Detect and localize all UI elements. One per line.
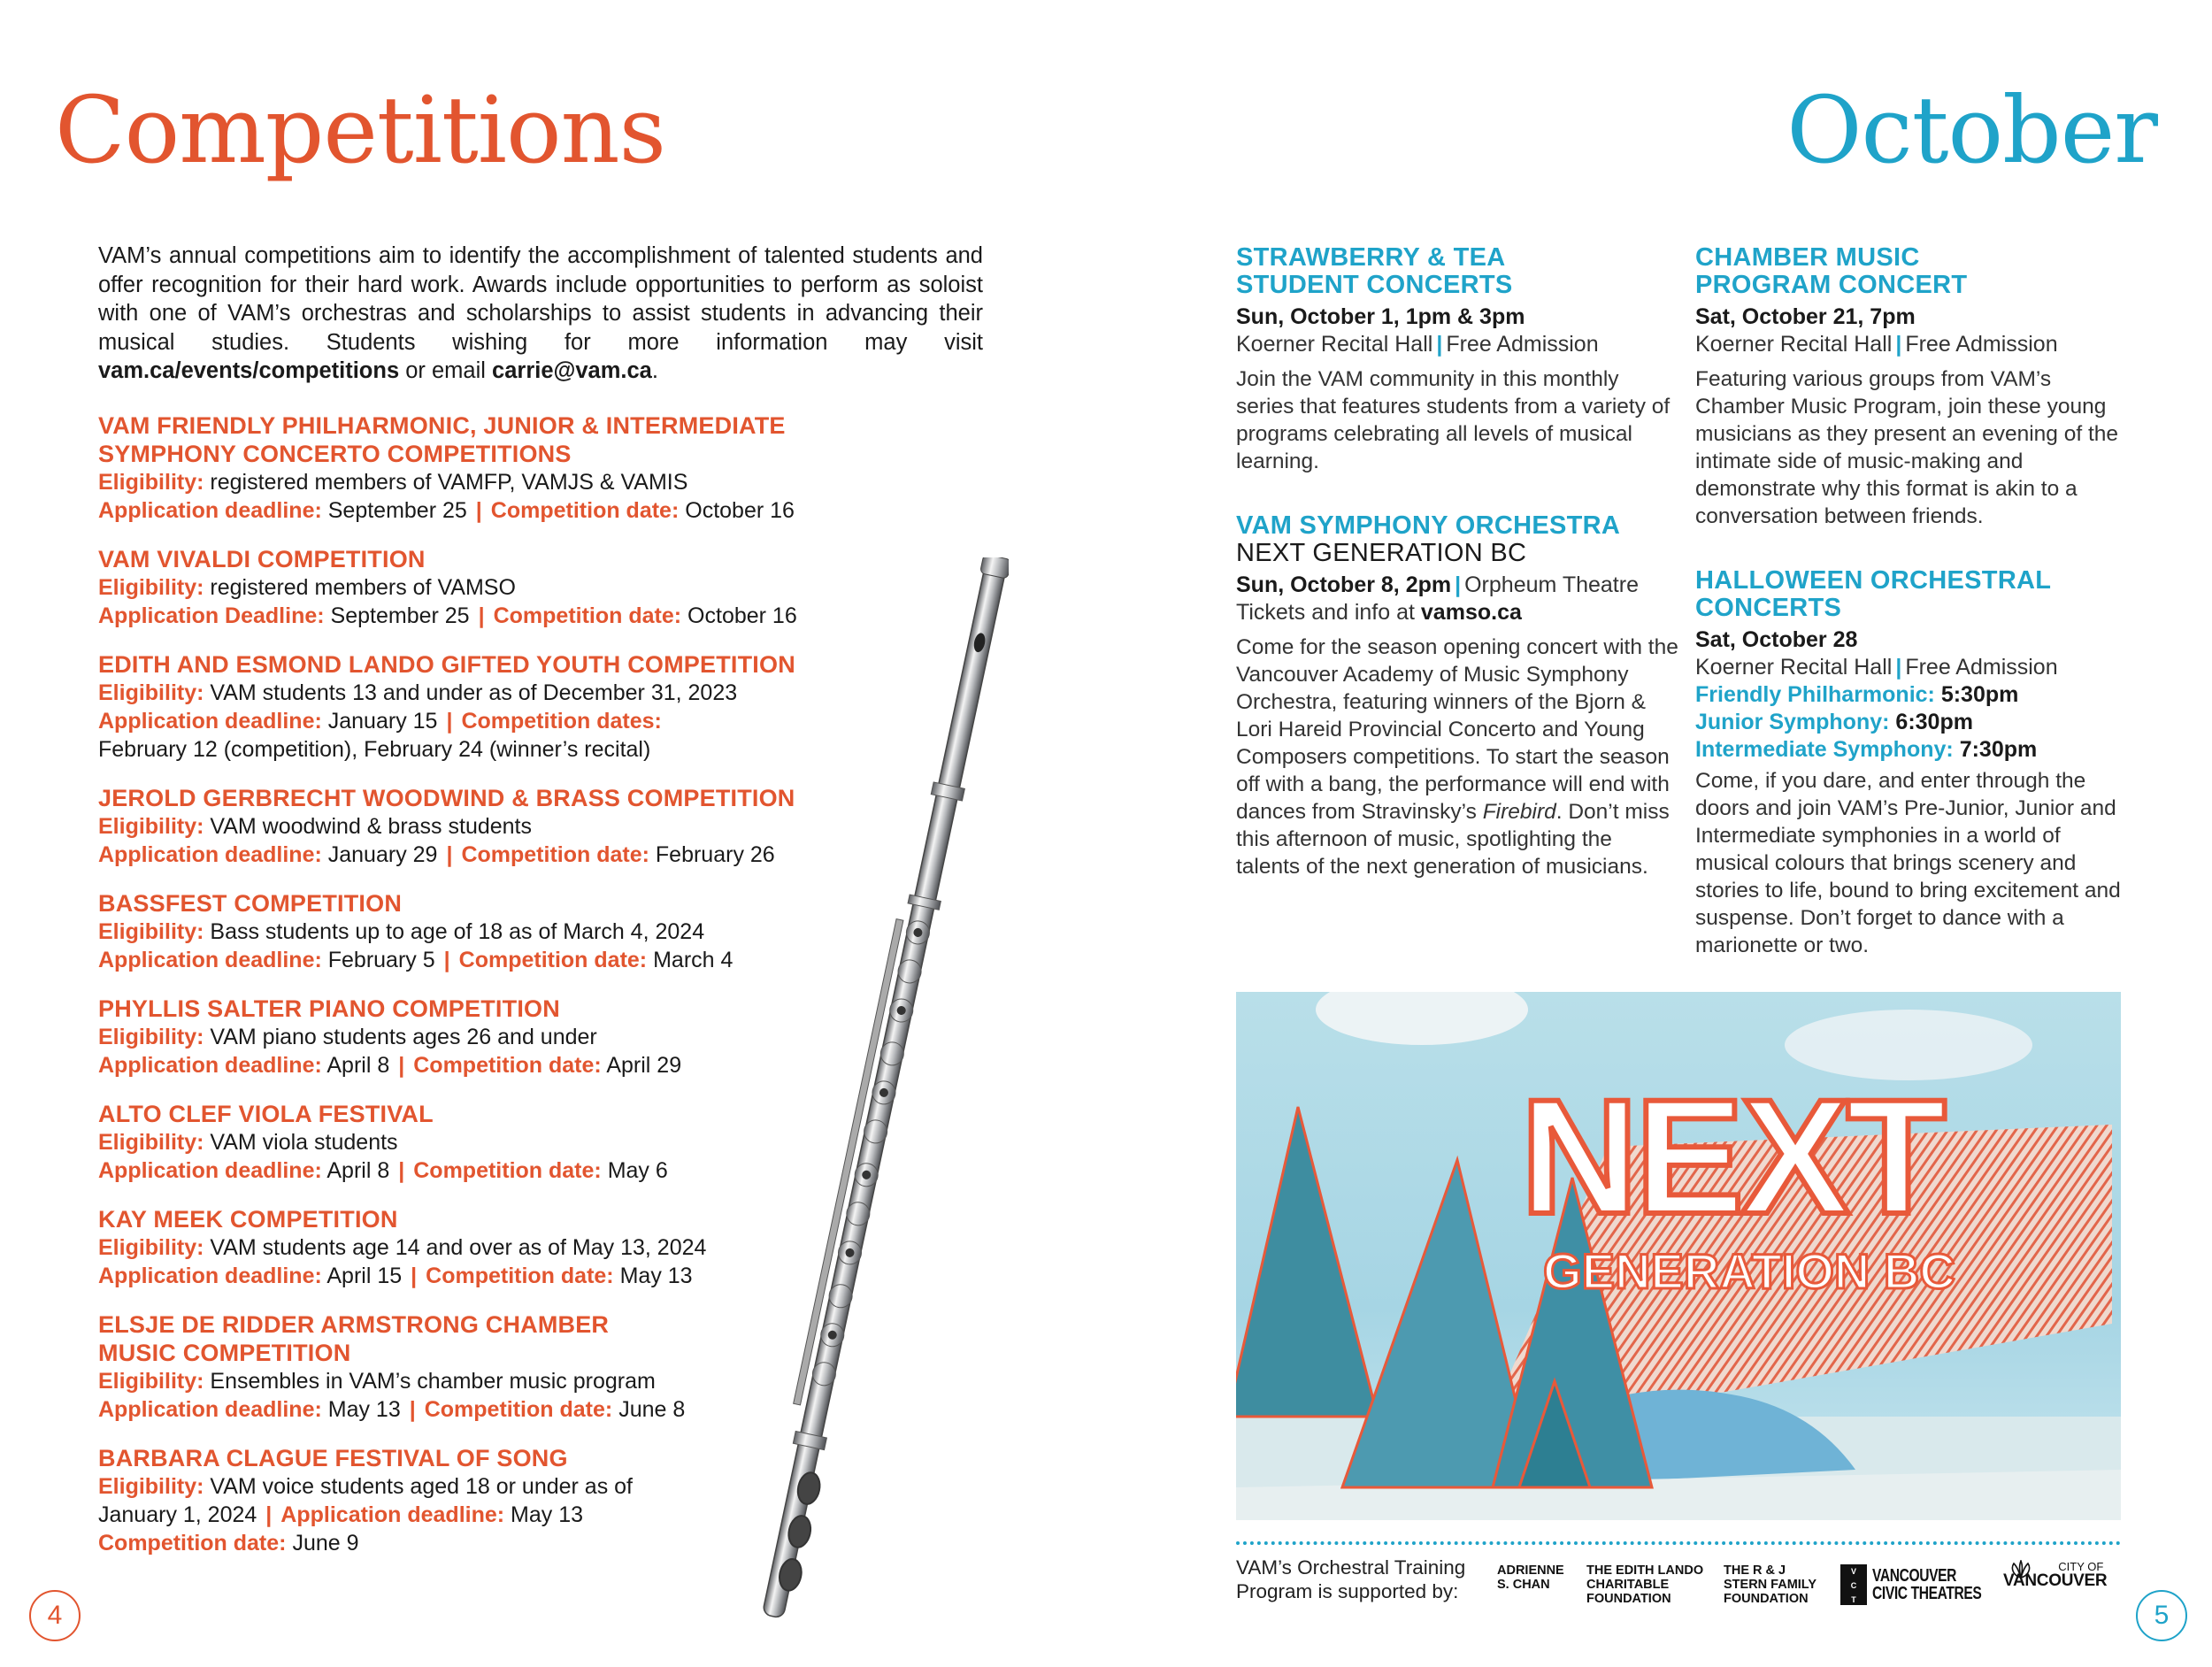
page-title-competitions: Competitions: [55, 76, 665, 184]
logo-text: CHARITABLE: [1586, 1578, 1670, 1592]
deadline-label: Application deadline:: [98, 842, 322, 867]
city-flower-icon: [2003, 1560, 2039, 1579]
next-generation-poster: [1236, 992, 2121, 1520]
event-admission: Free Admission: [1905, 332, 2058, 357]
supporters-text: VAM’s Orchestral Training: [1236, 1556, 1466, 1579]
event-date: Sun, October 8, 2pm: [1236, 572, 1452, 597]
competition-title: BASSFEST COMPETITION: [98, 890, 403, 917]
concert-time-value: 6:30pm: [1895, 710, 1973, 734]
eligibility-label: Eligibility:: [98, 1025, 204, 1049]
event-halloween: [1695, 567, 2138, 959]
separator: |: [1895, 655, 1902, 680]
logo-text: THE R & J: [1724, 1563, 1786, 1578]
event-description: Come, if you dare, and enter through the doors and join VAM’s Pre-Junior, Junior and Intermediate symphonies in a world of musical colours that brings scenery and stories to life, bound to bring excitement and suspense. Don’t forget to dance with a marionette or two.: [1695, 769, 2121, 957]
separator: |: [446, 842, 453, 867]
competition-title: PHYLLIS SALTER PIANO COMPETITION: [98, 995, 560, 1022]
intro-or-email: or email: [405, 358, 486, 383]
eligibility-label: Eligibility:: [98, 680, 204, 705]
separator: |: [411, 1264, 418, 1288]
concert-time-line: [1695, 681, 2138, 709]
competition-date-label: Competition date:: [493, 603, 682, 628]
eligibility-value: Bass students up to age of 18 as of March 4, 2024: [210, 919, 705, 944]
competition-date-label: Competition date:: [413, 1053, 602, 1078]
separator: |: [398, 1053, 405, 1078]
event-description: Join the VAM community in this monthly series that features students from a variety of programs celebrating all levels of musical learning.: [1236, 367, 1671, 473]
events-column-1: [1236, 244, 1678, 918]
deadline-value: January 15: [327, 709, 438, 734]
event-strawberry-tea: [1236, 244, 1678, 475]
event-title: VAM SYMPHONY ORCHESTRA: [1236, 511, 1621, 540]
logo-text: CIVIC THEATRES: [1872, 1584, 1982, 1603]
deadline-value: April 8: [326, 1158, 390, 1183]
competition-date-value: February 26: [655, 842, 775, 867]
event-description-text: . Don’t miss this afternoon of music, spotlighting the talents of the next generation of musicians.: [1236, 800, 1670, 879]
event-admission: Free Admission: [1446, 332, 1599, 357]
competition-title: SYMPHONY CONCERTO COMPETITIONS: [98, 441, 572, 467]
competition-date-value: October 16: [685, 498, 795, 523]
eligibility-value: VAM voice students aged 18 or under as of: [210, 1474, 634, 1499]
deadline-label: Application deadline:: [98, 948, 322, 972]
competition-date-value: May 6: [607, 1158, 668, 1183]
competition-date-value: June 8: [618, 1397, 686, 1422]
competition-date-value: April 29: [606, 1053, 682, 1078]
eligibility-label: Eligibility:: [98, 1235, 204, 1260]
eligibility-value: January 1, 2024: [98, 1502, 257, 1527]
eligibility-label: Eligibility:: [98, 470, 204, 495]
supporters-text: Program is supported by:: [1236, 1580, 1459, 1602]
events-column-2: [1695, 244, 2138, 996]
deadline-value: September 25: [327, 498, 467, 523]
event-admission: Free Admission: [1905, 655, 2058, 680]
eligibility-label: Eligibility:: [98, 814, 204, 839]
logo-city-of-vancouver: [2003, 1560, 2107, 1588]
deadline-label: Application deadline:: [98, 498, 322, 523]
event-title: CONCERTS: [1695, 594, 1842, 622]
eligibility-value: registered members of VAMSO: [210, 575, 516, 600]
logo-text: VANCOUVER: [2003, 1571, 2108, 1590]
eligibility-label: Eligibility:: [98, 919, 204, 944]
separator: |: [409, 1397, 416, 1422]
competition-date-label: Competition date:: [98, 1531, 287, 1556]
deadline-label: Application Deadline:: [98, 603, 325, 628]
competition-title: JEROLD GERBRECHT WOODWIND & BRASS COMPETITION: [98, 785, 795, 811]
competition-date-label: Competition date:: [458, 948, 648, 972]
competition-date-label: Competition date:: [490, 498, 680, 523]
competition-title: VAM VIVALDI COMPETITION: [98, 546, 426, 572]
separator: |: [1436, 332, 1443, 357]
concert-time-label: Intermediate Symphony:: [1695, 737, 1954, 762]
tickets-text: Tickets and info at: [1236, 600, 1415, 625]
dotted-divider: [1236, 1541, 2121, 1545]
page-number-4: 4: [29, 1590, 81, 1641]
deadline-value: February 5: [327, 948, 435, 972]
eligibility-label: Eligibility:: [98, 575, 204, 600]
eligibility-value: VAM students 13 and under as of December 31, 2023: [210, 680, 738, 705]
event-date-line: [1236, 572, 1678, 599]
page-title-october: October: [1786, 76, 2157, 184]
event-description: [1236, 634, 1678, 880]
competition-title: ELSJE DE RIDDER ARMSTRONG CHAMBER: [98, 1311, 610, 1338]
logo-text: S. CHAN: [1497, 1578, 1550, 1592]
event-title: CHAMBER MUSIC: [1695, 243, 1920, 272]
deadline-value: May 13: [327, 1397, 401, 1422]
poster-word-next: NEXT: [1520, 1066, 1943, 1248]
logo-text: CITY OF: [2058, 1560, 2104, 1573]
intro-paragraph: [98, 242, 983, 386]
poster-artwork: [1236, 992, 2121, 1520]
event-tickets-line: [1236, 599, 1678, 626]
deadline-value: April 8: [326, 1053, 390, 1078]
competition-title: MUSIC COMPETITION: [98, 1340, 351, 1366]
event-title: STUDENT CONCERTS: [1236, 271, 1513, 299]
event-description-text: Come for the season opening concert with the Vancouver Academy of Music Symphony Orchestra, featuring winners of the Bjorn & Lori Hareid Provincial Concerto and Young Composers competitions. To start the season off with a bang, the performance will end with dances from Stravinsky’s: [1236, 635, 1678, 824]
competition-title: ALTO CLEF VIOLA FESTIVAL: [98, 1101, 434, 1127]
competition-item: [98, 411, 895, 525]
logo-text: ADRIENNE: [1497, 1563, 1564, 1578]
event-venue-line: [1695, 654, 2138, 681]
competition-date-value: October 16: [687, 603, 797, 628]
event-title: HALLOWEEN ORCHESTRAL: [1695, 566, 2052, 595]
deadline-label: Application deadline:: [98, 1397, 322, 1422]
event-description: Featuring various groups from VAM’s Chamber Music Program, join these young musicians as they present an evening of the intimate side of music-making and demonstrate why this format is akin to a conversation between friends.: [1695, 367, 2119, 528]
event-venue: Koerner Recital Hall: [1695, 655, 1893, 680]
concert-time-line: [1695, 709, 2138, 736]
deadline-value: January 29: [327, 842, 438, 867]
eligibility-value: VAM students age 14 and over as of May 13, 2024: [210, 1235, 707, 1260]
competition-date-value: May 13: [619, 1264, 693, 1288]
concert-time-label: Friendly Philharmonic:: [1695, 682, 1935, 707]
logo-adrienne-chan: [1497, 1563, 1564, 1592]
event-date: Sat, October 28: [1695, 627, 1858, 652]
eligibility-line: [98, 468, 895, 496]
competition-date-label: Competition date:: [413, 1158, 602, 1183]
supporters-statement: [1236, 1556, 1475, 1603]
firebird-title: Firebird: [1482, 800, 1556, 824]
event-date: Sat, October 21, 7pm: [1695, 304, 1916, 329]
deadline-label: Application deadline:: [280, 1502, 505, 1527]
event-subtitle: NEXT GENERATION BC: [1236, 539, 1527, 567]
separator: |: [1895, 332, 1902, 357]
event-venue: Koerner Recital Hall: [1695, 332, 1893, 357]
logo-vancouver-civic-theatres: [1840, 1564, 2012, 1605]
competition-date-label: Competition dates:: [461, 709, 662, 734]
deadline-label: Application deadline:: [98, 1264, 322, 1288]
logo-text: THE EDITH LANDO: [1586, 1563, 1704, 1578]
event-venue: Orpheum Theatre: [1464, 572, 1639, 597]
intro-end: .: [651, 358, 658, 383]
poster-word-generation: GENERATION BC: [1543, 1243, 1955, 1299]
logo-text-block: [1872, 1567, 1981, 1602]
event-vam-symphony: [1236, 512, 1678, 880]
deadline-label: Application deadline:: [98, 1053, 322, 1078]
deadline-line: [98, 496, 895, 525]
competition-title: EDITH AND ESMOND LANDO GIFTED YOUTH COMPETITION: [98, 651, 795, 678]
competition-date-value: February 12 (competition), February 24 (winner’s recital): [98, 737, 651, 762]
competition-title: BARBARA CLAGUE FESTIVAL OF SONG: [98, 1445, 568, 1471]
logo-text: VANCOUVER: [1872, 1566, 1957, 1586]
event-chamber-music: [1695, 244, 2138, 530]
eligibility-value: Ensembles in VAM’s chamber music program: [210, 1369, 656, 1394]
vct-mark-icon: V C T: [1840, 1564, 1867, 1605]
eligibility-value: VAM viola students: [210, 1130, 398, 1155]
concert-time-line: [1695, 736, 2138, 764]
competition-date-value: June 9: [292, 1531, 359, 1556]
eligibility-label: Eligibility:: [98, 1474, 204, 1499]
logo-edith-lando-foundation: [1586, 1563, 1703, 1606]
separator: |: [475, 498, 482, 523]
competition-date-label: Competition date:: [461, 842, 649, 867]
concert-time-label: Junior Symphony:: [1695, 710, 1890, 734]
eligibility-value: VAM piano students ages 26 and under: [210, 1025, 597, 1049]
event-date: Sun, October 1, 1pm & 3pm: [1236, 304, 1525, 329]
competition-date-label: Competition date:: [424, 1397, 613, 1422]
event-title: STRAWBERRY & TEA: [1236, 243, 1506, 272]
logo-stern-family-foundation: [1724, 1563, 1816, 1606]
concert-time-value: 7:30pm: [1959, 737, 2038, 762]
logo-text: FOUNDATION: [1586, 1592, 1671, 1606]
concert-time-value: 5:30pm: [1940, 682, 2019, 707]
deadline-value: September 25: [330, 603, 470, 628]
contact-email[interactable]: carrie@vam.ca: [492, 358, 652, 383]
deadline-label: Application deadline:: [98, 1158, 322, 1183]
event-venue: Koerner Recital Hall: [1236, 332, 1433, 357]
tickets-link[interactable]: vamso.ca: [1420, 600, 1522, 625]
eligibility-value: registered members of VAMFP, VAMJS & VAMIS: [210, 470, 688, 495]
eligibility-value: VAM woodwind & brass students: [210, 814, 533, 839]
competition-title: KAY MEEK COMPETITION: [98, 1206, 398, 1233]
eligibility-label: Eligibility:: [98, 1130, 204, 1155]
separator: |: [265, 1502, 273, 1527]
competition-date-value: March 4: [653, 948, 733, 972]
flute-illustration: [761, 557, 1009, 1619]
separator: |: [443, 948, 450, 972]
eligibility-label: Eligibility:: [98, 1369, 204, 1394]
event-venue-line: [1695, 331, 2138, 358]
intro-text: VAM’s annual competitions aim to identify the accomplishment of talented students and offer recognition for their hard work. Awards include opportunities to perform as soloist with one of VAM’s orchestras and scholarships to assist students in advancing their musical studies. Students wishing for more information may visit: [98, 243, 983, 355]
deadline-value: April 15: [326, 1264, 403, 1288]
deadline-label: Application deadline:: [98, 709, 322, 734]
logo-text: FOUNDATION: [1724, 1592, 1809, 1606]
competition-date-label: Competition date:: [426, 1264, 614, 1288]
competitions-link[interactable]: vam.ca/events/competitions: [98, 358, 400, 383]
event-venue-line: [1236, 331, 1678, 358]
logo-text: STERN FAMILY: [1724, 1578, 1817, 1592]
deadline-value: May 13: [511, 1502, 584, 1527]
separator: |: [446, 709, 453, 734]
page-number-5: 5: [2136, 1590, 2187, 1641]
separator: |: [478, 603, 485, 628]
separator: |: [1455, 572, 1462, 597]
separator: |: [398, 1158, 405, 1183]
event-title: PROGRAM CONCERT: [1695, 271, 1968, 299]
competition-title: VAM FRIENDLY PHILHARMONIC, JUNIOR & INTERMEDIATE: [98, 412, 786, 439]
